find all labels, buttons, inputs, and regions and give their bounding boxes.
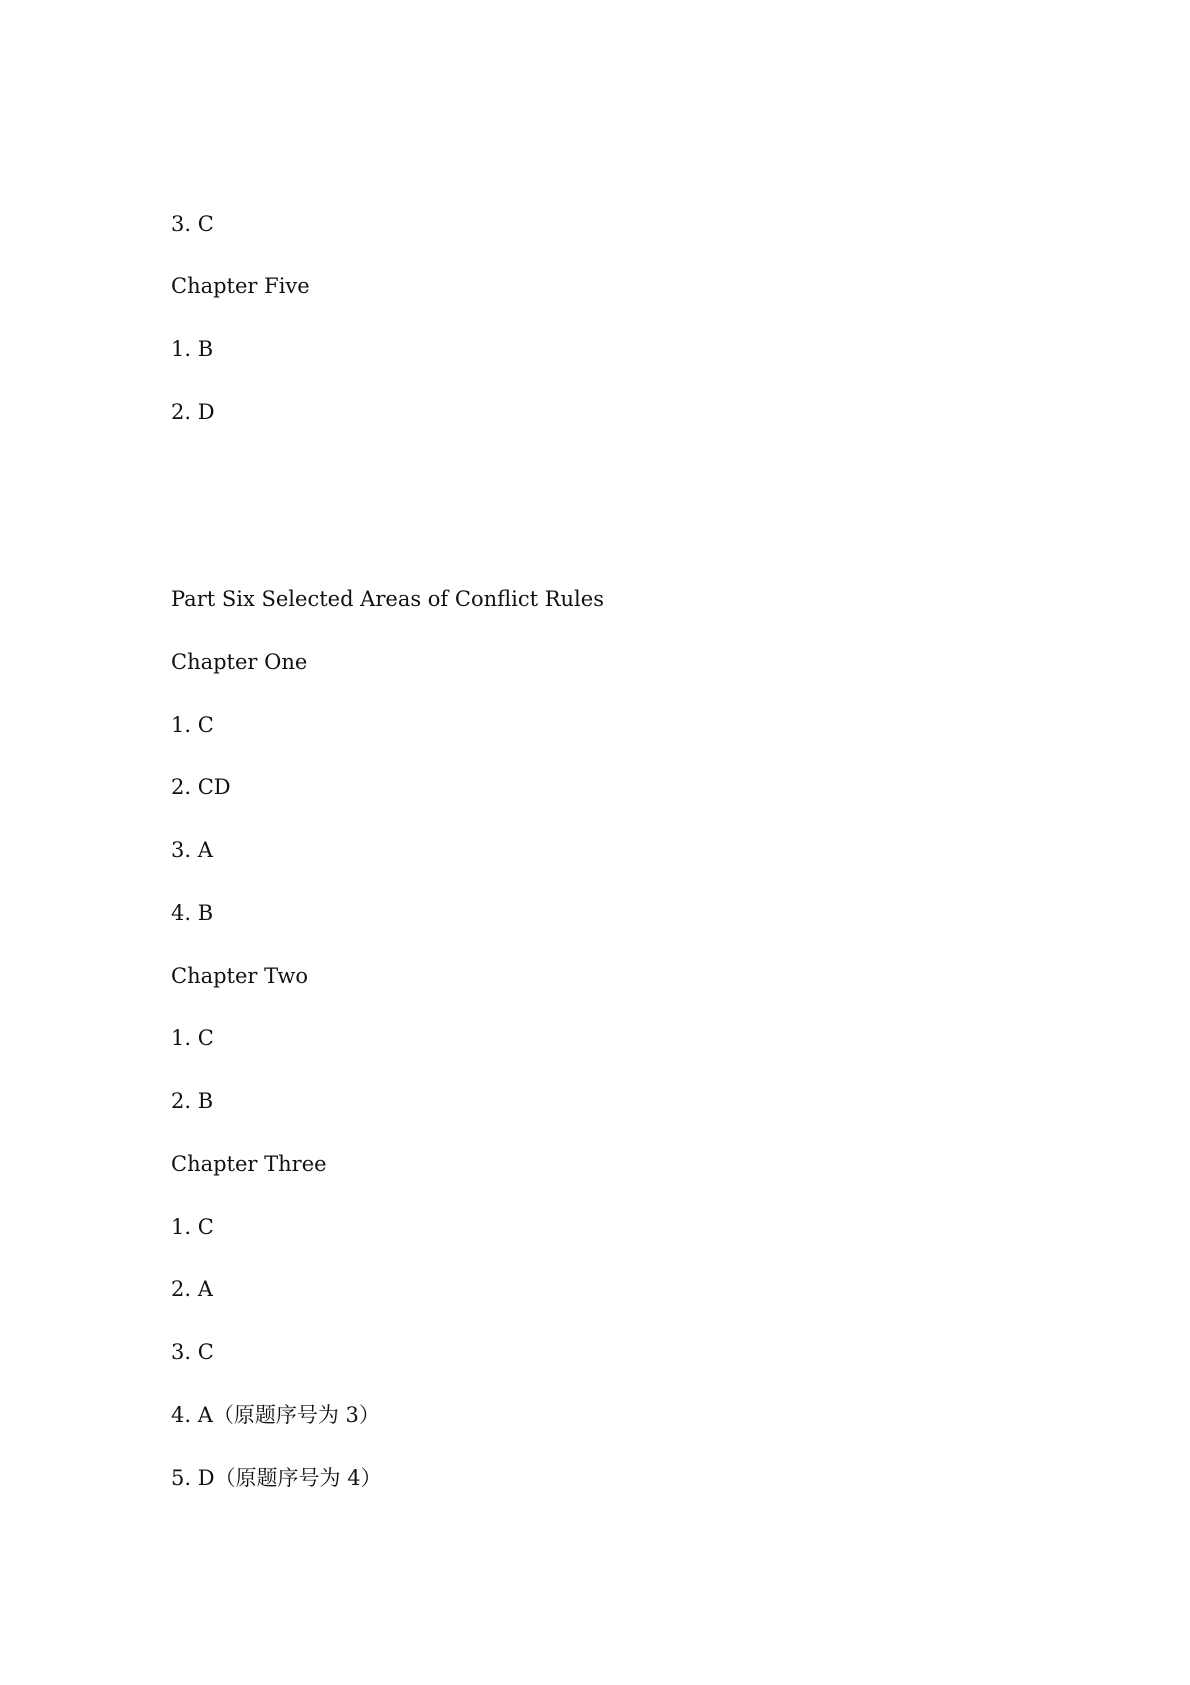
answer-ch1-4: 4. B: [171, 901, 214, 925]
answer-prev-3: 3. C: [171, 212, 214, 236]
answer-ch3-1: 1. C: [171, 1215, 214, 1239]
chapter-one-heading: Chapter One: [171, 650, 308, 674]
chapter-two-heading: Chapter Two: [171, 964, 309, 988]
answer-ch1-1: 1. C: [171, 713, 214, 737]
part-six-heading: Part Six Selected Areas of Conflict Rules: [171, 587, 604, 611]
chapter-five-heading: Chapter Five: [171, 274, 310, 298]
answer-ch1-3: 3. A: [171, 838, 213, 862]
answer-ch3-5: 5. D（原题序号为 4）: [171, 1466, 382, 1490]
answer-ch5-1: 1. B: [171, 337, 214, 361]
answer-ch1-2: 2. CD: [171, 775, 231, 799]
answer-ch3-4: 4. A（原题序号为 3）: [171, 1403, 380, 1427]
answer-ch5-2: 2. D: [171, 400, 215, 424]
answer-ch3-2: 2. A: [171, 1277, 213, 1301]
answer-ch3-3: 3. C: [171, 1340, 214, 1364]
chapter-three-heading: Chapter Three: [171, 1152, 327, 1176]
answer-ch2-1: 1. C: [171, 1026, 214, 1050]
answer-ch2-2: 2. B: [171, 1089, 214, 1113]
